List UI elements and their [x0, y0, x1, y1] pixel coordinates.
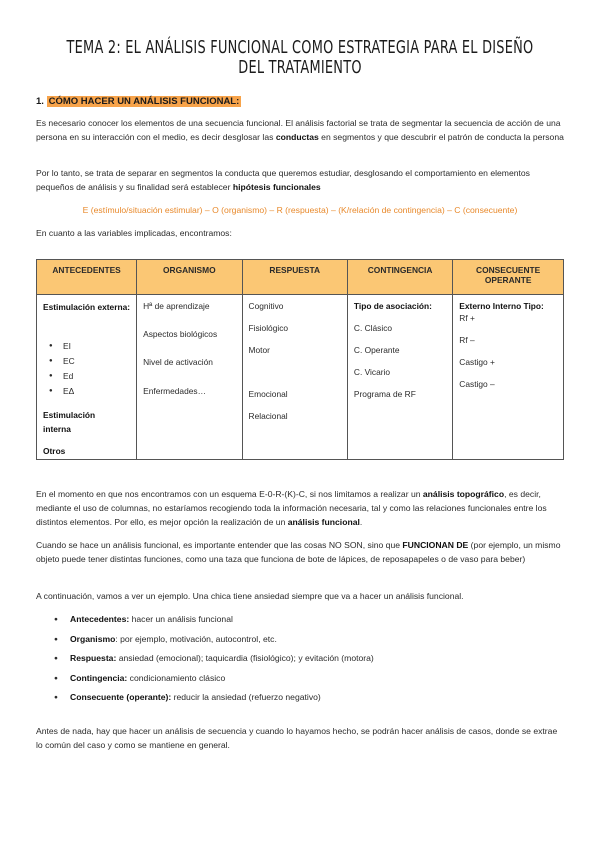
paragraph-4 — [36, 487, 564, 529]
list-item: Programa de RF — [353, 389, 416, 399]
list-item: ● Respuesta: ansiedad (emocional); taquicardia (fisiológico); y evitación (motora) — [48, 649, 558, 669]
paragraph-1 — [36, 116, 564, 144]
list-item: Fisiológico — [248, 323, 289, 333]
list-item: Motor — [248, 345, 270, 355]
paragraph-2-text: Por lo tanto, se trata de separar en segmentos la conducta que queremos estudiar, desglosando el comportamiento en elementos pequeños de análisis y su finalidad será establecer — [36, 168, 530, 192]
table-header-row — [37, 260, 564, 295]
list-item: ● Ed — [49, 371, 73, 381]
paragraph-5-bold: FUNCIONAN DE — [402, 540, 469, 550]
paragraph-7: Antes de nada, hay que hacer un análisis de secuencia y cuando lo hayamos hecho, se podrán hacer análisis de casos, donde se extrae lo común del caso y como se mantiene en general. — [36, 726, 558, 750]
list-item: Castigo + — [459, 357, 495, 367]
example-list — [48, 610, 558, 708]
list-item: ● EI — [49, 341, 71, 351]
list-item: C. Operante — [353, 345, 400, 355]
cell-respuesta — [242, 295, 347, 460]
paragraph-4-text-e: . — [359, 517, 363, 527]
section-heading-text: CÓMO HACER UN ANÁLISIS FUNCIONAL: — [48, 96, 240, 107]
list-item: Rf – — [459, 335, 475, 345]
list-item: ● Antecedentes: hacer un análisis funcional — [48, 610, 558, 630]
otros-label: Otros — [43, 446, 66, 456]
int-stim-label: Estimulación interna — [43, 410, 96, 434]
list-item: Aspectos biológicos — [143, 329, 218, 339]
paragraph-5-text-c: (por ejemplo, un mismo objeto puede tener distintas funciones, como una taza que funciona de bote de lápices, de reposapapeles o de vaso para beber) — [36, 540, 561, 564]
list-item: Nivel de activación — [143, 357, 213, 367]
list-item: Castigo – — [459, 379, 495, 389]
cell-consecuente — [453, 295, 564, 460]
paragraph-4-bold-2: análisis funcional — [287, 517, 360, 527]
list-item: ● Organismo: por ejemplo, motivación, autocontrol, etc. — [48, 630, 558, 650]
association-type-label: Tipo de asociación: — [353, 301, 432, 311]
paragraph-3: En cuanto a las variables implicadas, encontramos: — [36, 228, 232, 238]
paragraph-5-text-a: Cuando se hace un análisis funcional, es importante entender que las cosas NO SON, sino que — [36, 540, 403, 550]
cell-contingencia — [347, 295, 452, 460]
paragraph-1-bold: conductas — [275, 132, 319, 142]
paragraph-4-bold-1: análisis topográfico — [422, 489, 505, 499]
paragraph-2-bold: hipótesis funcionales — [232, 182, 321, 192]
list-item: Cognitivo — [248, 301, 284, 311]
list-item: ● Contingencia: condicionamiento clásico — [48, 669, 558, 689]
cell-organismo — [137, 295, 242, 460]
paragraph-5 — [36, 538, 564, 566]
list-item: Relacional — [248, 411, 288, 421]
list-item: Emocional — [248, 389, 288, 399]
consequent-type-label: Externo Interno Tipo: — [459, 301, 544, 311]
formula-line: E (estímulo/situación estimular) – O (organismo) – R (respuesta) – (K/relación de contingencia) – C (consecuente) — [82, 205, 518, 215]
header-organismo: ORGANISMO — [137, 260, 242, 295]
paragraph-2 — [36, 166, 564, 194]
list-item: Rf + — [459, 313, 475, 323]
list-item: ● Consecuente (operante): reducir la ansiedad (refuerzo negativo) — [48, 688, 558, 708]
header-antecedentes: ANTECEDENTES — [37, 260, 137, 295]
paragraph-4-text-c: , es decir, mediante el uso de columnas, no estaríamos recogiendo toda la información necesaria, tal y como las relaciones funcionales entre los distintos elementos. Por ello, es mejor opción la realización de un — [36, 489, 547, 527]
header-respuesta: RESPUESTA — [242, 260, 347, 295]
list-item: C. Vicario — [353, 367, 391, 377]
variables-table — [36, 259, 564, 460]
header-consecuente: CONSECUENTE OPERANTE — [453, 260, 564, 295]
list-item: ● EC — [49, 356, 75, 366]
cell-antecedentes — [37, 295, 137, 460]
paragraph-6: A continuación, vamos a ver un ejemplo. Una chica tiene ansiedad siempre que va a hacer un análisis funcional. — [36, 591, 464, 601]
section-heading — [36, 96, 241, 107]
list-item: C. Clásico — [353, 323, 393, 333]
paragraph-4-text-a: En el momento en que nos encontramos con un esquema E-0-R-(K)-C, si nos limitamos a realizar un — [36, 489, 423, 499]
list-item: ● EΔ — [49, 386, 74, 396]
header-contingencia: CONTINGENCIA — [347, 260, 452, 295]
paragraph-1-text-a: Es necesario conocer los elementos de una secuencia funcional. El análisis factorial se trata de segmentar la secuencia de acción de una persona en su interacción con el medio, es decir desglosar las — [36, 118, 561, 142]
section-number: 1. — [36, 96, 44, 107]
table-row — [37, 295, 564, 460]
paragraph-1-text-c: en segmentos y que descubrir el patrón de conducta la persona — [318, 132, 564, 142]
page-title: TEMA 2: EL ANÁLISIS FUNCIONAL COMO ESTRATEGIA PARA EL DISEÑO DEL TRATAMIENTO — [66, 38, 534, 78]
ext-stim-label: Estimulación externa: — [43, 302, 131, 312]
list-item: Enfermedades… — [143, 386, 206, 396]
list-item: Hª de aprendizaje — [143, 301, 210, 311]
